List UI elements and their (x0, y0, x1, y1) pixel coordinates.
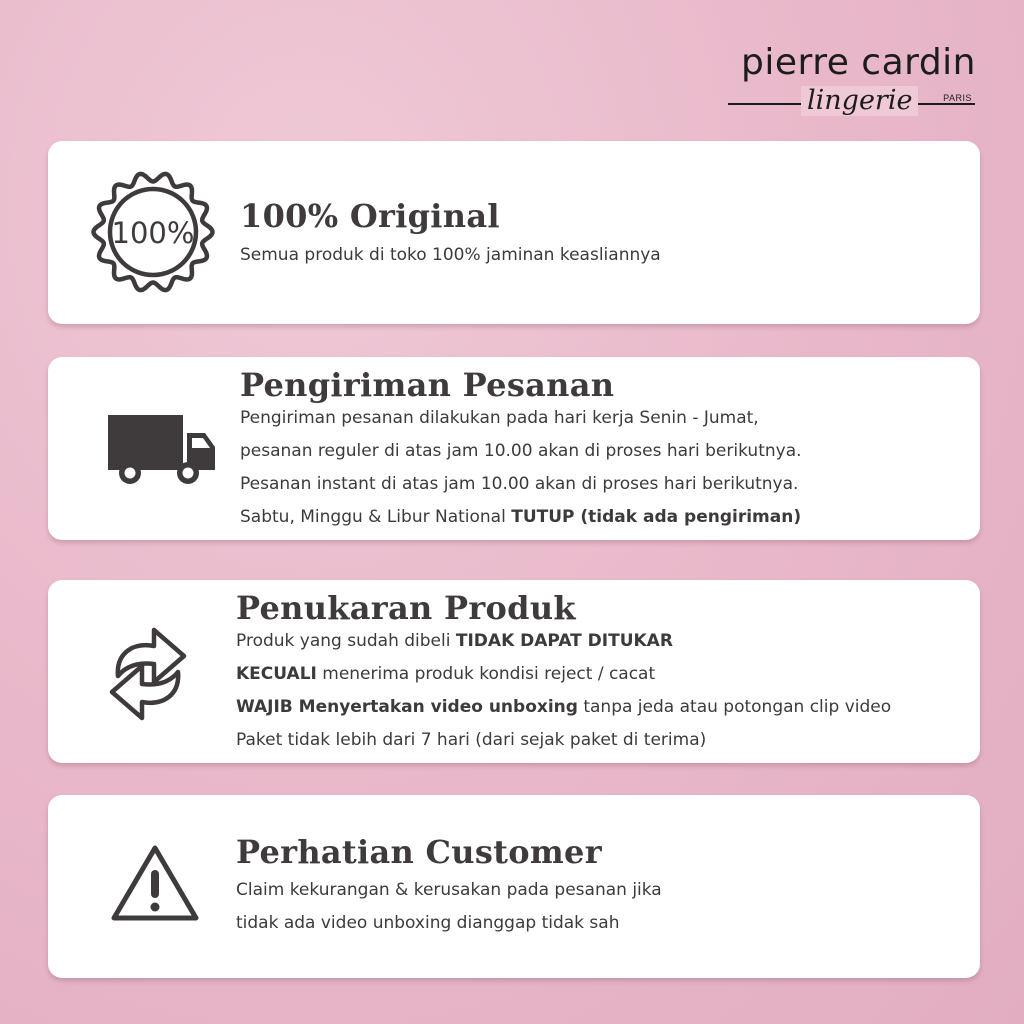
logo-brand-name: pierre cardin (741, 42, 976, 83)
exchange-arrows-icon (108, 624, 188, 724)
card-line: Sabtu, Minggu & Libur National TUTUP (tidak ada pengiriman) (240, 507, 802, 527)
card-line: WAJIB Menyertakan video unboxing tanpa jeda atau potongan clip video (236, 697, 892, 717)
card-original (48, 141, 980, 324)
card-line: Semua produk di toko 100% jaminan keasliannya (240, 245, 661, 265)
card-title: Perhatian Customer (236, 833, 602, 871)
card-line: Claim kekurangan & kerusakan pada pesanan jika (236, 880, 662, 900)
logo-subbrand: lingerie (801, 86, 918, 116)
card-title: Pengiriman Pesanan (240, 366, 615, 404)
delivery-truck-icon (106, 413, 218, 487)
card-shipping (48, 357, 980, 540)
brand-logo (726, 40, 976, 116)
card-line: Pesanan instant di atas jam 10.00 akan di proses hari berikutnya. (240, 474, 799, 494)
warning-triangle-icon (110, 843, 200, 923)
card-line: pesanan reguler di atas jam 10.00 akan di proses hari berikutnya. (240, 441, 802, 461)
logo-city: PARIS (943, 93, 972, 103)
card-title: Penukaran Produk (236, 589, 576, 627)
badge-text: 100% (111, 216, 195, 250)
card-attention (48, 795, 980, 978)
card-line: tidak ada video unboxing dianggap tidak sah (236, 913, 620, 933)
card-line: Pengiriman pesanan dilakukan pada hari kerja Senin - Jumat, (240, 408, 759, 428)
card-title: 100% Original (240, 197, 500, 235)
card-line: Paket tidak lebih dari 7 hari (dari sejak paket di terima) (236, 730, 707, 750)
card-line: KECUALI menerima produk kondisi reject / cacat (236, 664, 656, 684)
card-line: Produk yang sudah dibeli TIDAK DAPAT DITUKAR (236, 631, 673, 651)
card-exchange (48, 580, 980, 763)
badge-100-percent-icon (90, 169, 216, 295)
